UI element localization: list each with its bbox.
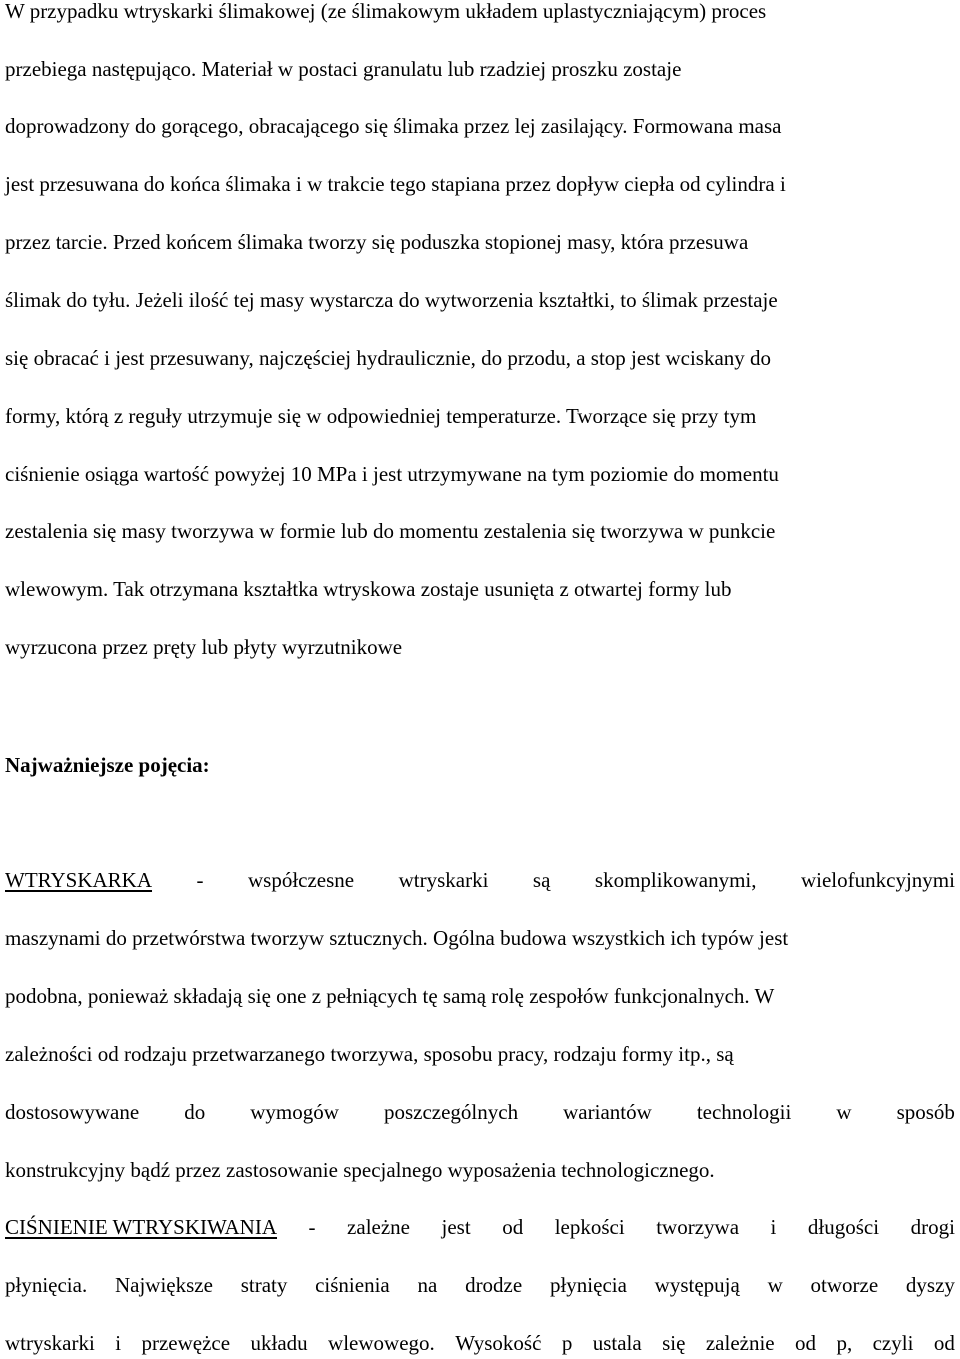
word: występują — [654, 1273, 740, 1297]
definition-first-line — [5, 1214, 955, 1240]
word: na — [417, 1273, 438, 1297]
text-line: wlewowym. Tak otrzymana kształtka wtryskowa zostaje usunięta z otwartej formy lub — [5, 577, 732, 601]
word: wielofunkcyjnymi — [800, 868, 955, 892]
word: układu — [250, 1331, 308, 1355]
definition-first-line — [5, 867, 955, 893]
word: lepkości — [554, 1215, 625, 1239]
word: drogi — [910, 1215, 955, 1239]
text-line: przebiega następująco. Materiał w postaci granulatu lub rzadziej proszku zostaje — [5, 57, 682, 81]
text-line: ślimak do tyłu. Jeżeli ilość tej masy wystarcza do wytworzenia kształtki, to ślimak przestaje — [5, 288, 778, 312]
word: jest — [441, 1215, 471, 1239]
word: czyli — [872, 1331, 914, 1355]
definition-term: CIŚNIENIE WTRYSKIWANIA — [5, 1215, 278, 1239]
word: ustala — [592, 1331, 642, 1355]
word: płynięcia — [549, 1273, 627, 1297]
word: dostosowywane — [5, 1100, 140, 1124]
word: wariantów — [563, 1100, 652, 1124]
word: poszczególnych — [383, 1100, 519, 1124]
word: dyszy — [905, 1273, 955, 1297]
word: wlewowego. — [328, 1331, 435, 1355]
word: w — [767, 1273, 783, 1297]
text-line: W przypadku wtryskarki ślimakowej (ze ślimakowym układem uplastyczniającym) proces — [5, 0, 767, 23]
word: od — [502, 1215, 524, 1239]
word: straty — [240, 1273, 288, 1297]
text-line — [5, 1272, 955, 1298]
word: drodze — [465, 1273, 523, 1297]
word: do — [184, 1100, 206, 1124]
word: współczesne — [247, 868, 355, 892]
word: i — [770, 1215, 777, 1239]
word: tworzywa — [656, 1215, 740, 1239]
word: zależne — [347, 1215, 410, 1239]
word: sposób — [896, 1100, 955, 1124]
word: wtryskarki — [398, 868, 489, 892]
text-line: jest przesuwana do końca ślimaka i w trakcie tego stapiana przez dopływ ciepła od cylindra i — [5, 172, 786, 196]
word: zależnie — [705, 1331, 775, 1355]
text-line: doprowadzony do gorącego, obracającego się ślimaka przez lej zasilający. Formowana masa — [5, 114, 782, 138]
word: są — [532, 868, 551, 892]
word: wtryskarki — [5, 1331, 95, 1355]
word: wymogów — [250, 1100, 339, 1124]
text-line: zestalenia się masy tworzywa w formie lub do momentu zestalenia się tworzywa w punkcie — [5, 519, 776, 543]
word: długości — [807, 1215, 880, 1239]
word: - — [196, 868, 204, 892]
text-line: konstrukcyjny bądź przez zastosowanie specjalnego wyposażenia technologicznego. — [5, 1158, 715, 1182]
word: od — [933, 1331, 955, 1355]
text-line: formy, którą z reguły utrzymuje się w odpowiedniej temperaturze. Tworzące się przy tym — [5, 404, 757, 428]
word: p, — [836, 1331, 853, 1355]
text-line: podobna, ponieważ składają się one z pełniących tę samą rolę zespołów funkcjonalnych. W — [5, 984, 775, 1008]
word: od — [795, 1331, 817, 1355]
text-line: przez tarcie. Przed końcem ślimaka tworzy się poduszka stopionej masy, która przesuwa — [5, 230, 749, 254]
word: otworze — [810, 1273, 879, 1297]
word: p — [561, 1331, 573, 1355]
word: i — [115, 1331, 122, 1355]
text-line — [5, 1330, 955, 1356]
definition-term: WTRYSKARKA — [5, 868, 153, 892]
text-line: zależności od rodzaju przetwarzanego tworzywa, sposobu pracy, rodzaju formy itp., są — [5, 1042, 734, 1066]
text-line: wyrzucona przez pręty lub płyty wyrzutnikowe — [5, 635, 403, 659]
section-heading: Najważniejsze pojęcia: — [5, 753, 210, 777]
text-line: się obracać i jest przesuwany, najczęściej hydraulicznie, do przodu, a stop jest wciskany do — [5, 346, 772, 370]
word: płynięcia. — [5, 1273, 88, 1297]
text-line: ciśnienie osiąga wartość powyżej 10 MPa i jest utrzymywane na tym poziomie do momentu — [5, 462, 779, 486]
word: się — [662, 1331, 686, 1355]
text-line — [5, 1099, 955, 1125]
word: technologii — [696, 1100, 792, 1124]
word: skomplikowanymi, — [594, 868, 757, 892]
word: przewężce — [141, 1331, 231, 1355]
word: w — [836, 1100, 852, 1124]
text-line: maszynami do przetwórstwa tworzyw sztucznych. Ogólna budowa wszystkich ich typów jest — [5, 926, 789, 950]
word: - — [308, 1215, 316, 1239]
word: ciśnienia — [315, 1273, 390, 1297]
word: Wysokość — [455, 1331, 542, 1355]
word: Największe — [114, 1273, 213, 1297]
